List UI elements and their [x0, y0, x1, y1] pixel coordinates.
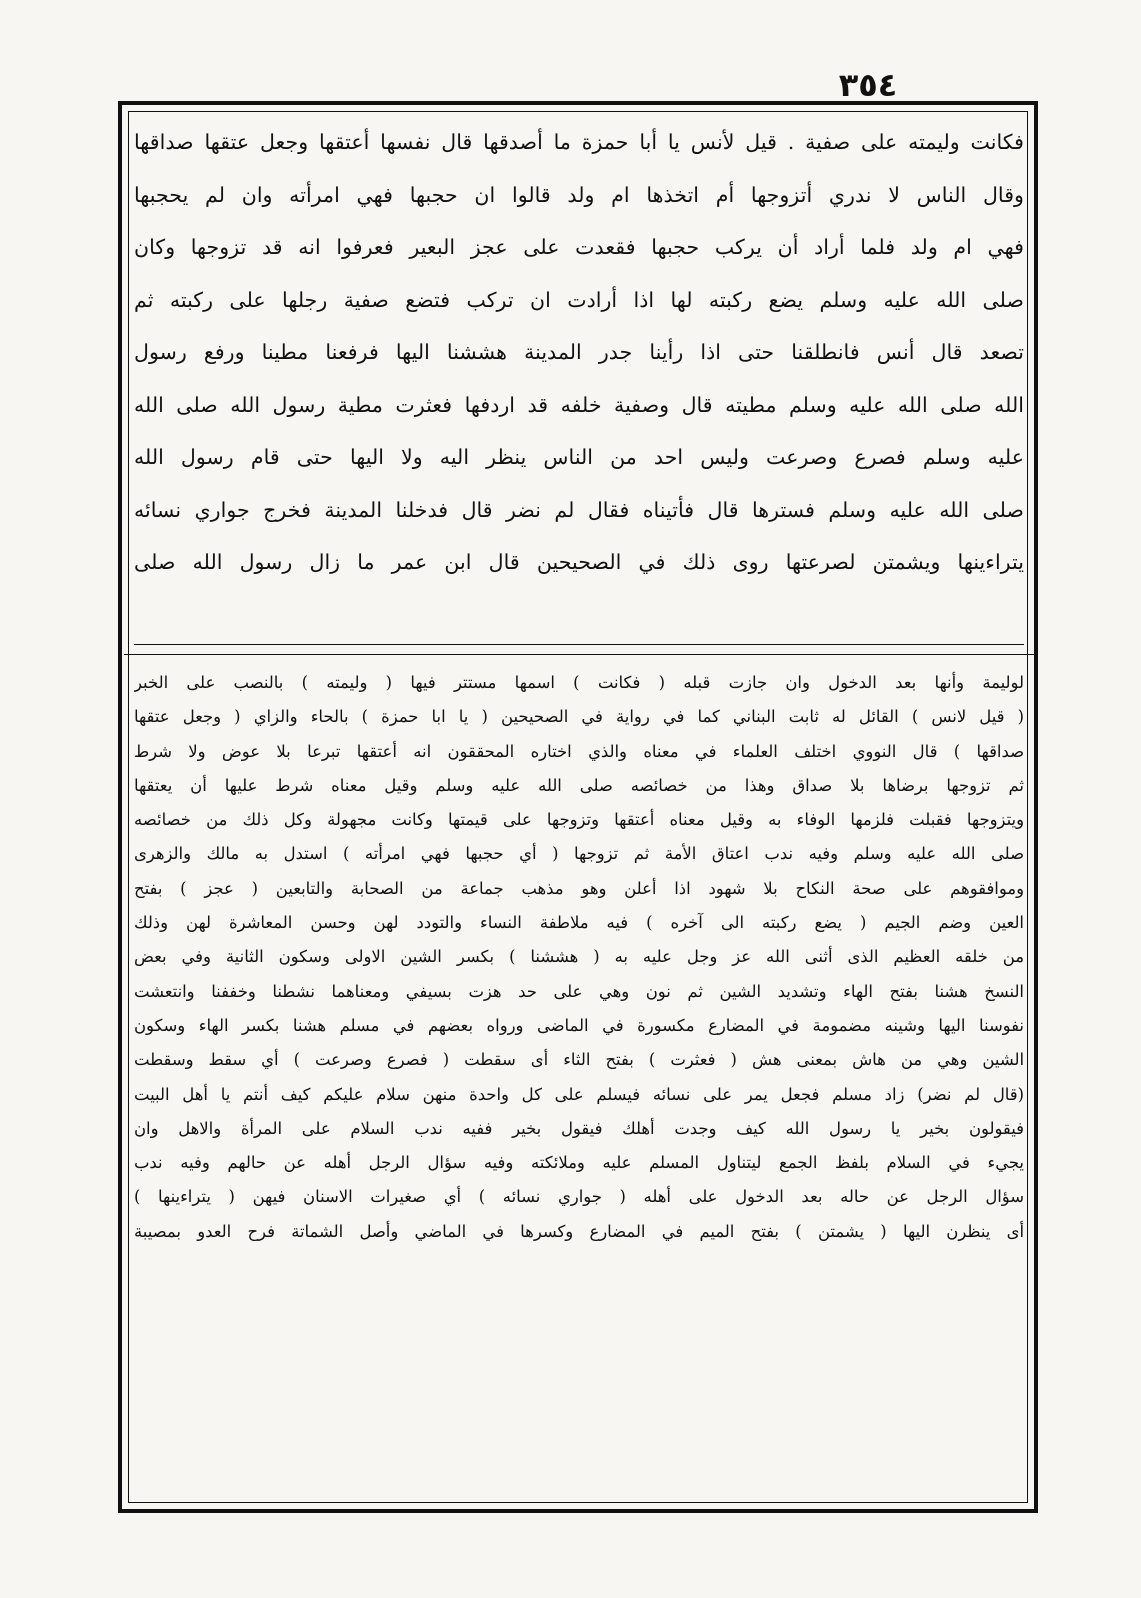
- commentary-line: أى ينظرن اليها ( يشمتن ) بفتح الميم في المضارع وكسرها في الماضي وأصل الشماتة فرح العدو بمصيبة: [134, 1221, 1024, 1241]
- commentary-line: صلى الله عليه وسلم وفيه ندب اعتاق الأمة ثم تزوجها ( أي حجبها فهي امرأته ) استدل به مالك والزهرى: [134, 844, 1024, 864]
- commentary-line: ويتزوجها فقبلت فلزمها الوفاء به وقيل معناه أعتقها وتزوجها على قيمتها وكانت مجهولة وكل ذلك من خصائصه: [134, 810, 1024, 830]
- main-text-line: فهي ام ولد فلما أراد أن يركب حجبها فقعدت على عجز البعير فعرفوا انه قد تزوجها وكان: [134, 235, 1024, 259]
- main-text-line: صلى الله عليه وسلم يضع ركبته لها اذا أرادت ان تركب فتضع صفية رجلها على ركبته ثم: [134, 287, 1024, 312]
- main-text-line: وقال الناس لا ندري أتزوجها أم اتخذها ام ولد قالوا ان حجبها فهي امرأته وان لم يحجبها: [134, 182, 1024, 207]
- commentary-block: [134, 666, 1024, 1249]
- commentary-line: (قال لم نضر) زاد مسلم فجعل يمر على نسائه فيسلم على كل واحدة منهن سلام عليكم كيف أنتم يا أهل البيت: [134, 1084, 1024, 1104]
- commentary-line: يجيء في السلام بلفظ الجمع ليتناول المسلم عليه وملائكته وفيه سؤال الرجل أهله عن حالهم وفيه ندب: [134, 1153, 1024, 1173]
- main-text-line: تصعد قال أنس فانطلقنا حتى اذا رأينا جدر المدينة هششنا اليها فرفعنا مطينا ورفع رسول: [134, 340, 1024, 364]
- main-text-line: عليه وسلم فصرع وصرعت وليس احد من الناس ينظر اليه ولا اليها حتى قام رسول الله: [134, 445, 1024, 469]
- main-text-block: [134, 116, 1024, 589]
- commentary-line: من خلقه العظيم الذى أثنى الله عز وجل عليه به ( هششنا ) بكسر الشين الاولى وسكون الثانية وفي بعض: [134, 947, 1024, 967]
- commentary-line: ( قيل لانس ) القائل له ثابت البناني كما في رواية في الصحيحين ( يا ابا حمزة ) بالحاء والزاي ( وجعل عتقها: [134, 707, 1024, 727]
- commentary-line: فيقولون بخير يا رسول الله كيف وجدت أهلك فيقول بخير ففيه ندب السلام على المرأة والاهل وان: [134, 1118, 1024, 1138]
- commentary-line: سؤال الرجل عن حاله بعد الدخول على أهله ( جواري نسائه ) أي صغيرات الاسنان فيهن ( يتراءينها ): [134, 1187, 1024, 1207]
- commentary-line: صداقها ) قال النووي اختلف العلماء في معناه والذي اختاره المحققون انه أعتقها تبرعا بلا عوض ولا شرط: [134, 741, 1024, 761]
- main-text-line: صلى الله عليه وسلم فسترها قال فأتيناه فقال لم نضر قال فدخلنا المدينة فخرج جواري نسائه: [134, 497, 1024, 522]
- commentary-line: النسخ هشنا بفتح الهاء وتشديد الشين ثم نون وهي على حد هزت بسيفي ومعناهما نشطنا وخففنا وانتعشت: [134, 981, 1024, 1001]
- commentary-line: لوليمة وأنها بعد الدخول وان جازت قبله ( فكانت ) اسمها مستتر فيها ( وليمته ) بالنصب على الخبر: [134, 673, 1024, 692]
- commentary-line: ثم تزوجها برضاها بلا صداق وهذا من خصائصه صلى الله عليه وسلم وقيل معناه شرط عليها أن يعتقها: [134, 775, 1024, 795]
- page-number: ٣٥٤: [838, 66, 898, 104]
- commentary-line: نفوسنا اليها وشينه مضمومة في المضارع مكسورة في الماضى ورواه بعضهم في مسلم هشنا بكسر الهاء وسكون: [134, 1015, 1024, 1035]
- section-separator: [124, 654, 1034, 655]
- main-text-line: فكانت وليمته على صفية . قيل لأنس يا أبا حمزة ما أصدقها قال نفسها أعتقها وجعل عتقها صداقها: [134, 130, 1024, 154]
- main-text-line: يتراءينها ويشمتن لصرعتها روى ذلك في الصحيحين قال ابن عمر ما زال رسول الله صلى: [134, 550, 1024, 574]
- main-text-underline: [134, 644, 1024, 645]
- commentary-line: العين وضم الجيم ( يضع ركبته الى آخره ) فيه ملاطفة النساء والتودد لهن وحسن المعاشرة لهن وذلك: [134, 913, 1024, 933]
- commentary-line: وموافقوهم على صحة النكاح بلا شهود اذا أعلن وهو مذهب جماعة من الصحابة والتابعين ( عجز ) بفتح: [134, 878, 1024, 898]
- main-text-line: الله صلى الله عليه وسلم مطيته قال وصفية خلفه قد اردفها فعثرت مطية رسول الله صلى الله: [134, 392, 1024, 417]
- commentary-line: الشين وهي من هاش بمعنى هش ( فعثرت ) بفتح الثاء أى سقطت ( فصرع وصرعت ) أي سقط وسقطت: [134, 1050, 1024, 1070]
